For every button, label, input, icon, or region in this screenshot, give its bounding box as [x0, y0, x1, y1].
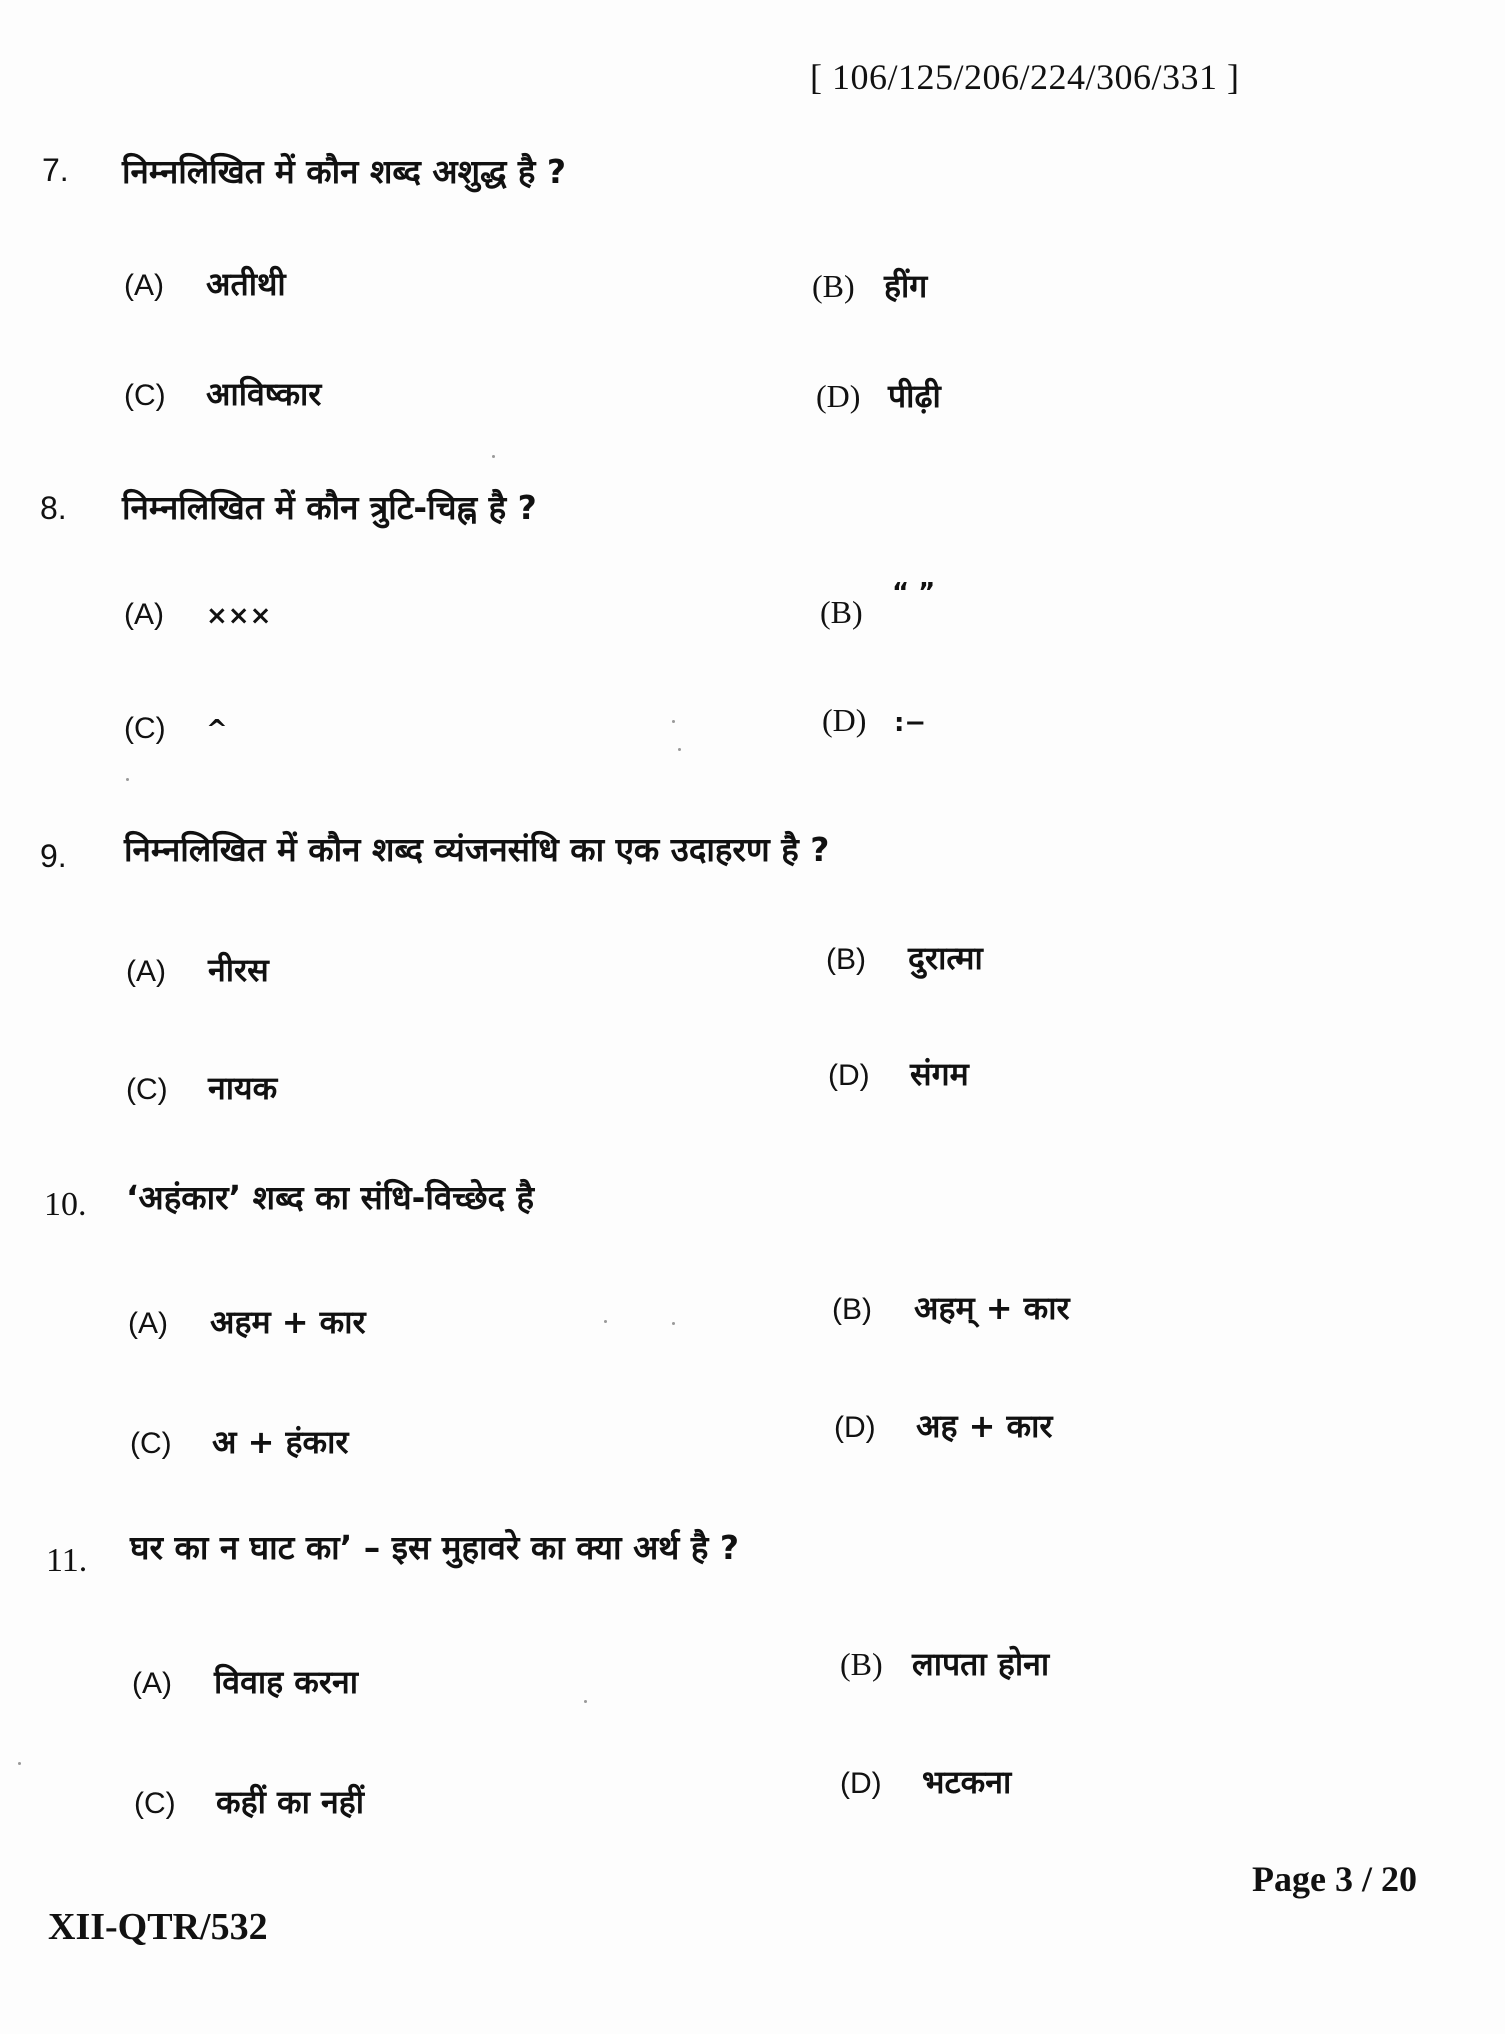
option-text: आविष्कार	[206, 375, 322, 413]
option-text: पीढ़ी	[888, 377, 941, 415]
question-text: घर का न घाट का’ – इस मुहावरे का क्या अर्थ है ?	[130, 1528, 740, 1567]
option-text: भटकना	[922, 1763, 1012, 1801]
option-label: (B)	[826, 943, 866, 976]
question-text: निम्नलिखित में कौन त्रुटि-चिह्न है ?	[122, 488, 537, 527]
option-c[interactable]	[130, 1420, 349, 1463]
option-c[interactable]	[126, 1066, 277, 1109]
option-b[interactable]	[826, 936, 983, 979]
option-d[interactable]	[816, 374, 941, 417]
scan-speck	[672, 1322, 675, 1325]
scan-speck	[18, 1762, 21, 1765]
option-a[interactable]	[128, 1300, 366, 1343]
option-c[interactable]	[124, 712, 228, 746]
option-text: संगम	[910, 1055, 969, 1093]
option-c[interactable]	[124, 372, 321, 415]
option-a[interactable]	[124, 598, 271, 632]
option-c[interactable]	[134, 1780, 364, 1823]
page-number: Page 3 / 20	[1252, 1859, 1417, 1899]
option-label: (C)	[124, 379, 166, 412]
question-number: 11.	[46, 1542, 88, 1579]
question-text: निम्नलिखित में कौन शब्द अशुद्ध है ?	[122, 152, 567, 191]
option-label: (D)	[834, 1411, 876, 1444]
option-text: :−	[894, 708, 927, 738]
option-label: (D)	[822, 702, 867, 738]
option-b[interactable]	[820, 578, 936, 631]
option-text: नीरस	[208, 951, 269, 989]
question-number: 10.	[44, 1186, 87, 1223]
option-label: (D)	[840, 1767, 882, 1800]
option-text: लापता होना	[912, 1645, 1050, 1683]
scan-speck	[672, 720, 675, 723]
question-number: 9.	[40, 838, 67, 874]
paper-code-footer: XII-QTR/532	[48, 1906, 268, 1948]
option-d[interactable]	[822, 702, 926, 739]
question-text: निम्नलिखित में कौन शब्द व्यंजनसंधि का एक उदाहरण है ?	[124, 830, 830, 869]
scan-speck	[678, 748, 681, 751]
option-text: “ ”	[892, 578, 936, 608]
scan-speck	[604, 1320, 607, 1323]
option-text: विवाह करना	[214, 1663, 359, 1701]
option-label: (B)	[840, 1646, 883, 1682]
option-label: (A)	[124, 269, 164, 302]
option-d[interactable]	[840, 1760, 1011, 1803]
option-label: (A)	[126, 955, 166, 988]
option-label: (C)	[130, 1427, 172, 1460]
option-text: अह + कार	[916, 1407, 1053, 1445]
scan-speck	[584, 1700, 587, 1703]
option-d[interactable]	[834, 1404, 1053, 1447]
option-label: (B)	[812, 268, 855, 304]
option-text: कहीं का नहीं	[216, 1783, 365, 1821]
option-a[interactable]	[132, 1660, 358, 1703]
option-a[interactable]	[124, 262, 286, 305]
option-label: (B)	[832, 1293, 872, 1326]
paper-code-header: [ 106/125/206/224/306/331 ]	[810, 57, 1240, 97]
option-label: (A)	[128, 1307, 168, 1340]
question-number: 8.	[40, 490, 67, 526]
option-b[interactable]	[840, 1642, 1049, 1685]
option-d[interactable]	[828, 1052, 969, 1095]
option-text: ×××	[206, 601, 272, 631]
option-label: (A)	[132, 1667, 172, 1700]
option-text: अहम + कार	[210, 1303, 366, 1341]
option-text: ^	[206, 715, 228, 745]
option-label: (A)	[124, 598, 164, 631]
question-text: ‘अहंकार’ शब्द का संधि-विच्छेद है	[126, 1178, 535, 1217]
option-label: (C)	[124, 712, 166, 745]
option-text: अहम् + कार	[914, 1289, 1070, 1327]
option-label: (D)	[816, 378, 861, 414]
option-text: अ + हंकार	[212, 1423, 349, 1461]
option-label: (D)	[828, 1059, 870, 1092]
question-number: 7.	[42, 152, 69, 188]
option-a[interactable]	[126, 948, 269, 991]
option-text: दुरात्मा	[908, 939, 983, 977]
scan-speck	[126, 778, 129, 781]
option-b[interactable]	[832, 1286, 1070, 1329]
option-text: हींग	[884, 267, 928, 305]
option-b[interactable]	[812, 264, 927, 307]
option-text: नायक	[208, 1069, 278, 1107]
scan-speck	[492, 455, 495, 458]
option-label: (C)	[134, 1787, 176, 1820]
option-label: (C)	[126, 1073, 168, 1106]
option-text: अतीथी	[206, 265, 286, 303]
option-label: (B)	[820, 594, 863, 630]
